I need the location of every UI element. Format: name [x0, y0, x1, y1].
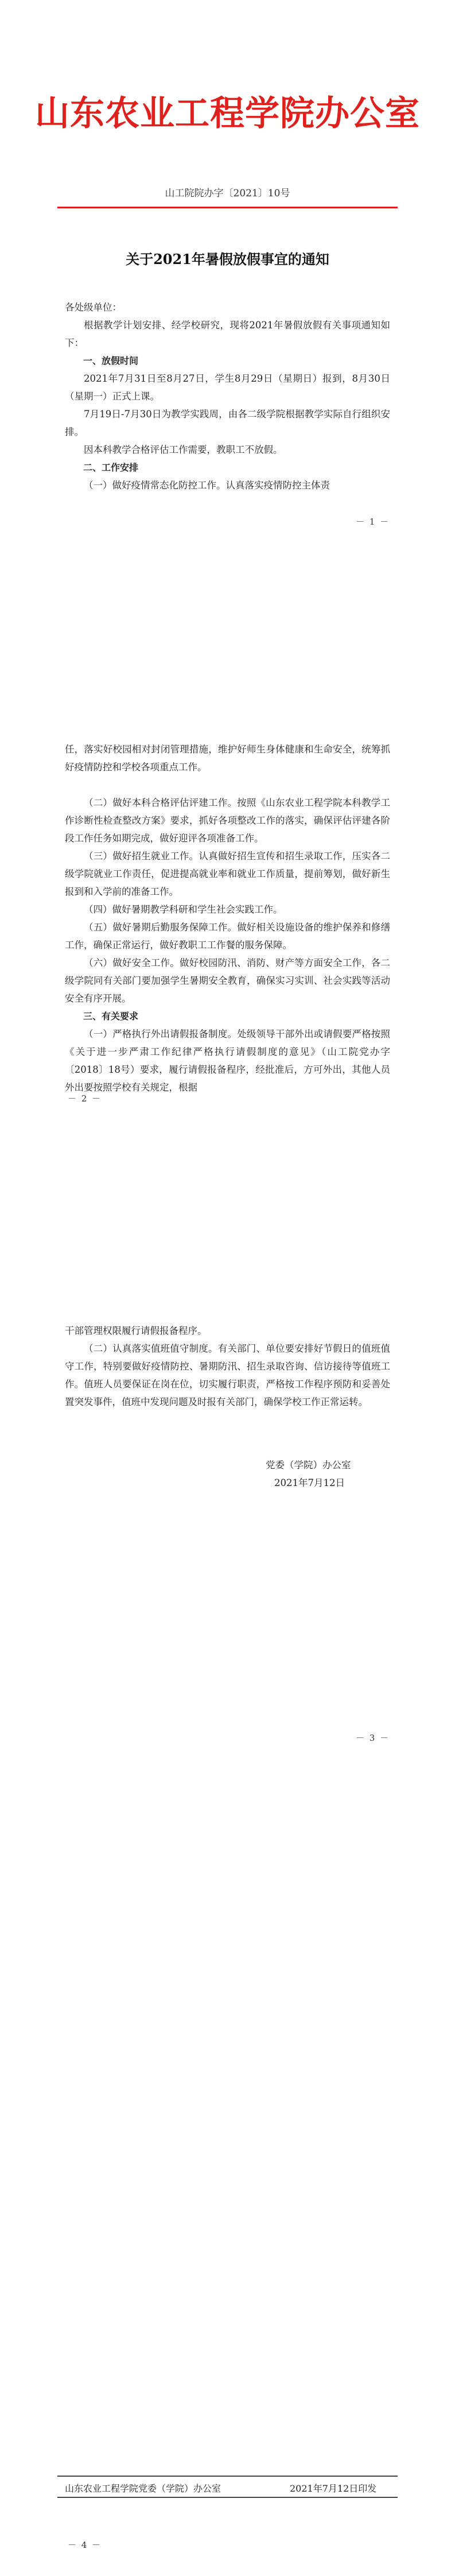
- section3-item1-part1: （一）严格执行外出请假报备制度。处级领导干部外出或请假要严格按照《关于进一步严肃工作纪律严格执行请假制度的意见》（山工院党办字〔2018〕18号）要求，履行请假报备程序，经批准后，方可外出，其他人员外出要按照学校有关规定，根据: [65, 1029, 390, 1093]
- signature-org: 党委（学院）办公室: [266, 1460, 351, 1471]
- section2-item2: （二）做好本科合格评估评建工作。按照《山东农业工程学院本科教学工作诊断性检查整改方案》要求，抓好各项整改工作的落实，确保评估评建各阶段工作任务如期完成，做好迎评各项准备工作。: [65, 797, 390, 844]
- section2-item1-part2: 任，落实好校园相对封闭管理措施，维护好师生身体健康和生命安全，统筹抓好疫情防控和学校各项重点工作。: [65, 744, 390, 773]
- section2-heading: 二、工作安排: [83, 462, 139, 473]
- section1-paragraph-1: 2021年7月31日至8月27日，学生8月29日（星期日）报到，8月30日（星期一）正式上课。: [65, 373, 390, 402]
- section3-item2: （二）认真落实值班值守制度。有关部门、单位要安排好节假日的值班值守工作，特别要做好疫情防控、暑期防汛、招生录取咨询、信访接待等值班工作。值班人员要保证在岗在位，切实履行职责，严格按工作程序预防和妥善处置突发事件，值班中发现问题及时报有关部门，确保学校工作正常运转。: [65, 1343, 390, 1407]
- section1-paragraph-2: 7月19日-7月30日为教学实践周，由各二级学院根据教学实际自行组织安排。: [65, 409, 390, 437]
- section1-heading: 一、放假时间: [83, 355, 139, 366]
- document-number: 山工院院办字〔2021〕10号: [165, 188, 290, 199]
- salutation: 各处级单位：: [65, 302, 122, 313]
- section1-paragraph-3: 因本科教学合格评估工作需要，教职工不放假。: [84, 444, 283, 455]
- intro-paragraph: 根据教学计划安排、经学校研究，现将2021年暑假放假有关事项通知如下：: [65, 320, 390, 348]
- signature-date: 2021年7月12日: [274, 1477, 345, 1488]
- page-number-1: － 1 －: [356, 517, 390, 527]
- section2-item5: （五）做好暑期后勤服务保障工作。做好相关设施设备的维护保养和修缮工作，确保正常运行，做好教职工工作餐的服务保障。: [65, 922, 390, 951]
- footer-top-rule: [57, 2476, 398, 2477]
- section2-item6: （六）做好安全工作。做好校园防汛、消防、财产等方面安全工作，各二级学院同有关部门要加强学生暑期安全教育，确保实习实训、社会实践等活动安全有序开展。: [65, 957, 390, 1004]
- section2-item3: （三）做好招生就业工作。认真做好招生宣传和招生录取工作，压实各二级学院就业工作责任，促进提高就业率和就业工作质量，提前筹划，做好新生报到和入学前的准备工作。: [65, 851, 390, 897]
- section2-item1-part1: （一）做好疫情常态化防控工作。认真落实疫情防控主体责: [84, 480, 330, 491]
- page-number-4: － 4 －: [68, 2540, 102, 2550]
- section2-item4: （四）做好暑期教学科研和学生社会实践工作。: [84, 904, 283, 915]
- footer-print-date: 2021年7月12日印发: [290, 2483, 377, 2494]
- footer-issuer: 山东农业工程学院党委（学院）办公室: [65, 2483, 221, 2494]
- page-number-3: － 3 －: [356, 1733, 390, 1743]
- document-title: 关于2021年暑假放假事宜的通知: [126, 251, 329, 267]
- page-number-2: － 2 －: [68, 1093, 102, 1104]
- masthead: 山东农业工程学院办公室: [35, 94, 420, 134]
- footer-bottom-rule: [57, 2497, 398, 2498]
- section3-heading: 三、有关要求: [83, 1011, 139, 1022]
- red-divider: [57, 207, 398, 208]
- section3-item1-part2: 干部管理权限履行请假报备程序。: [65, 1325, 207, 1336]
